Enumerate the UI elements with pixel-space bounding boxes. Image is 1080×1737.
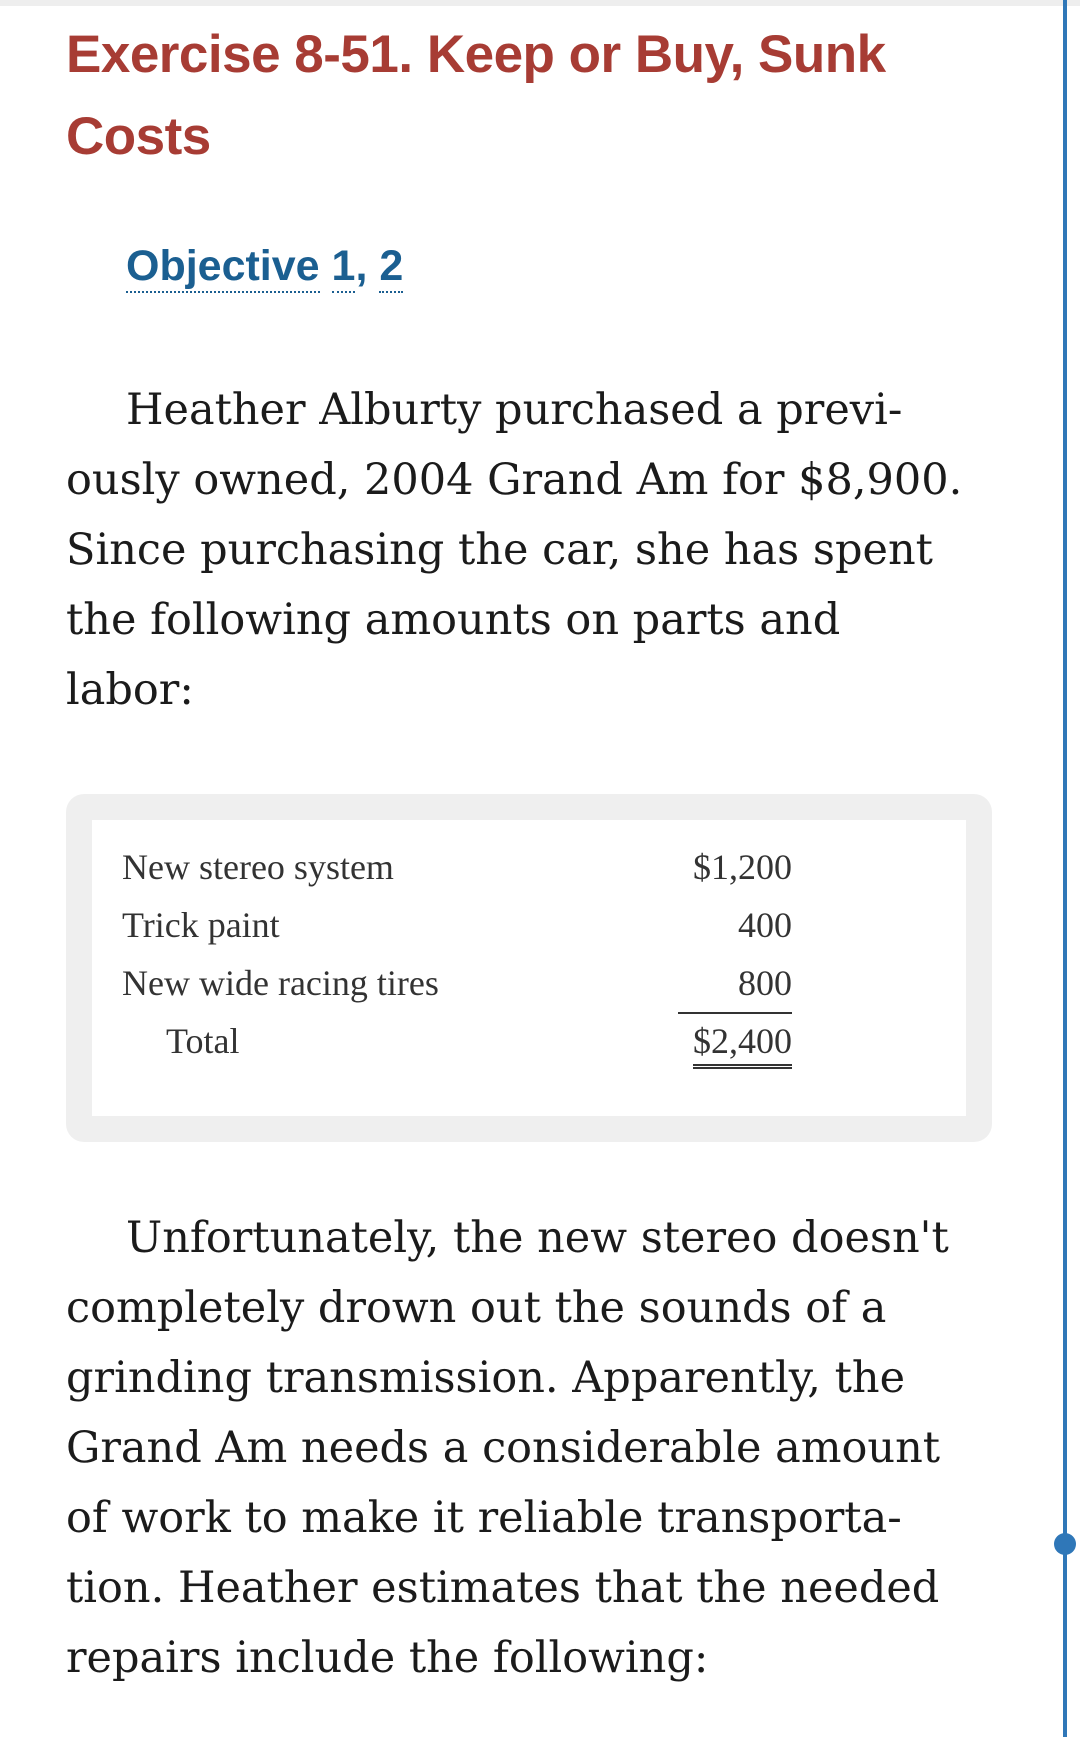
- item-amount: 400: [738, 905, 792, 945]
- intro-paragraph: [66, 375, 966, 725]
- title-line: Costs: [66, 107, 211, 166]
- paragraph-line: Grand Am needs a considerable amount: [66, 1423, 941, 1473]
- paragraph-line: grinding transmission. Apparently, the: [66, 1353, 906, 1403]
- repairs-paragraph: [66, 1203, 966, 1693]
- table-total-row: [92, 1012, 966, 1070]
- objective-links: [126, 236, 403, 296]
- paragraph-line: of work to make it reliable transporta-: [66, 1493, 902, 1543]
- item-label: New wide racing tires: [122, 963, 439, 1003]
- table-row: [92, 954, 966, 1012]
- scrollbar-thumb[interactable]: [1054, 1533, 1076, 1555]
- objective-1-link[interactable]: 1: [332, 242, 356, 293]
- paragraph-line: completely drown out the sounds of a: [66, 1283, 887, 1333]
- paragraph-line: Unfortunately, the new stereo doesn't: [126, 1213, 949, 1263]
- title-line: Exercise 8-51. Keep or Buy, Sunk: [66, 25, 886, 84]
- item-amount: $1,200: [693, 847, 792, 887]
- item-label: New stereo system: [122, 847, 394, 887]
- subtotal-rule: [678, 1012, 792, 1014]
- paragraph-line: the following amounts on parts and: [66, 595, 841, 645]
- paragraph-line: Heather Alburty purchased a previ-: [126, 385, 903, 435]
- total-label: Total: [166, 1021, 240, 1061]
- paragraph-line: tion. Heather estimates that the needed: [66, 1563, 940, 1613]
- objective-2-link[interactable]: 2: [379, 242, 403, 293]
- exercise-title: [66, 14, 966, 178]
- top-divider: [0, 0, 1080, 6]
- scrollbar-track[interactable]: [1063, 0, 1067, 1737]
- objective-separator: ,: [355, 242, 368, 290]
- objective-label[interactable]: [126, 242, 320, 293]
- costs-table: [92, 820, 966, 1116]
- paragraph-line: labor:: [66, 665, 194, 715]
- paragraph-line: ously owned, 2004 Grand Am for $8,900.: [66, 455, 963, 505]
- table-row: [92, 896, 966, 954]
- total-amount: $2,400: [693, 1020, 792, 1069]
- paragraph-line: repairs include the following:: [66, 1633, 709, 1683]
- table-row: [92, 838, 966, 896]
- item-amount: 800: [738, 963, 792, 1003]
- paragraph-line: Since purchasing the car, she has spent: [66, 525, 933, 575]
- costs-table-frame: [66, 794, 992, 1142]
- item-label: Trick paint: [122, 905, 280, 945]
- objective-link[interactable]: Objective: [126, 242, 320, 293]
